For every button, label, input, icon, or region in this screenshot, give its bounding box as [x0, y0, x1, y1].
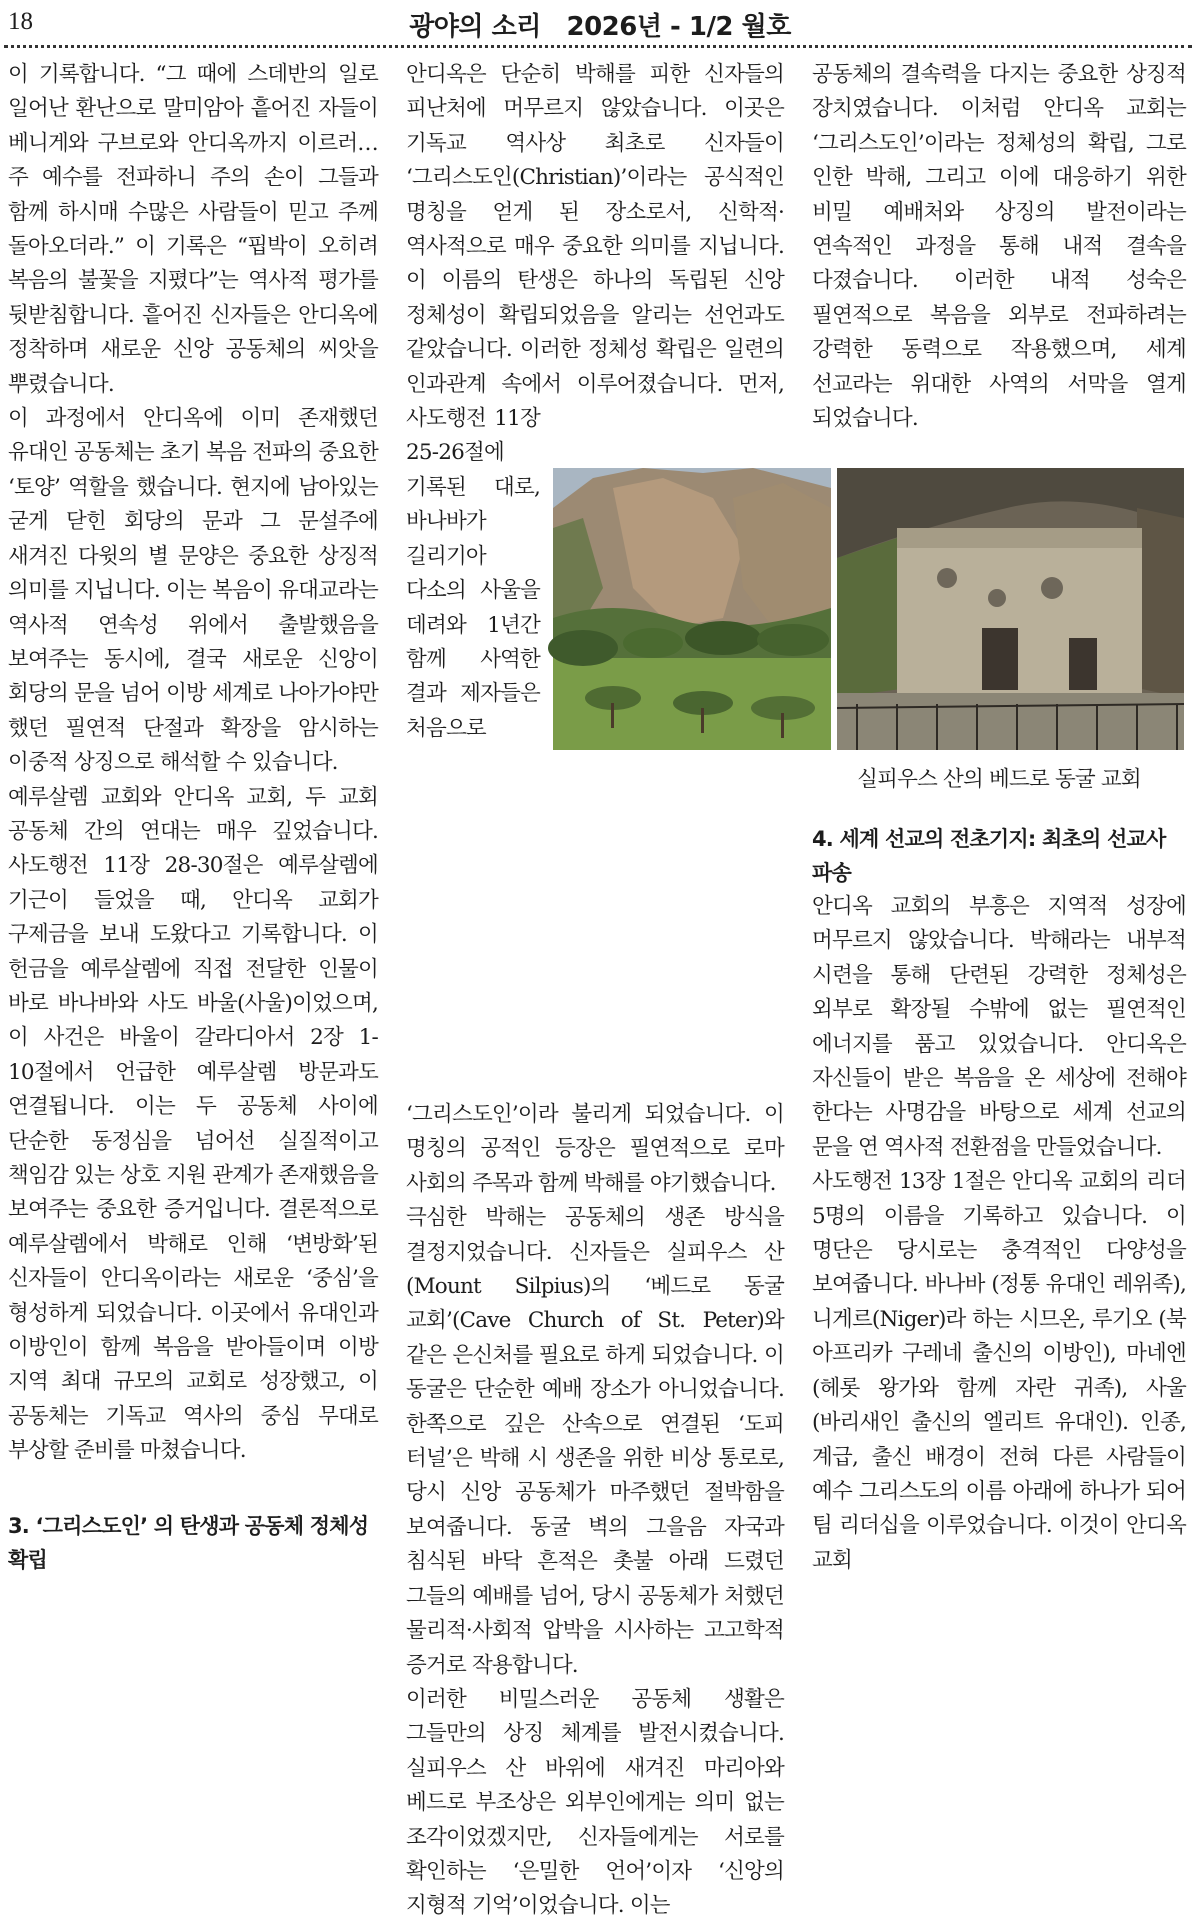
paragraph: 이 과정에서 안디옥에 이미 존재했던 유대인 공동체는 초기 복음 전파의 중요한 ‘토양’ 역할을 했습니다. 현지에 남아있는 굳게 닫힌 회당의 문과 그 문설주에 새겨진 다윗의 별 문양은 중요한 상징적 의미를 지닙니다. 이는 복음이 유대교라는 역사적 연속성 위에서 출발했음을 보여주는 동시에, 결국 새로운 신앙이 회당의 문을 넘어 이방 세계로 나아가야만 했던 필연적 단절과 확장을 암시하는 이중적 상징으로 해석할 수 있습니다. [8, 406, 378, 776]
photo-spacer [544, 802, 784, 1094]
newsletter-title: 광야의 소리 2026년 - 1/2 월호 [409, 12, 791, 42]
paragraph: 이러한 비밀스러운 공동체 생활은 그들만의 상징 체계를 발전시켰습니다. 실피우스 산 바위에 새겨진 마리아와 베드로 부조상은 외부인에게는 의미 없는 조각이었겠지만, 신자들에게는 서로를 확인하는 ‘은밀한 언어’이자 ‘신앙의 지형적 기억’이었습니다. 이는 [406, 1686, 784, 1919]
section-3-heading: 3. ‘그리스도인’ 의 탄생과 공동체 정체성 확립 [8, 1513, 369, 1572]
section-4-heading: 4. 세계 선교의 전초기지: 최초의 선교사 파송 [812, 827, 1166, 885]
mountain-photo [553, 468, 831, 750]
paragraph: 예루살렘 교회와 안디옥 교회, 두 교회 공동체 간의 연대는 매우 깊었습니다. 사도행전 11장 28-30절은 예루살렘에 기근이 들었을 때, 안디옥 교회가 구제금을 보내 도왔다고 기록합니다. 이 헌금을 예루살렘에 직접 전달한 인물이 바로 바나바와 사도 바울(사울)이었으며, 이 사건은 바울이 갈라디아서 2장 1-10절에서 언급한 예루살렘 방문과도 연결됩니다. 이는 두 공동체 사이에 단순한 동정심을 넘어선 실질적이고 책임감 있는 상호 지원 관계가 존재했음을 보여주는 중요한 증거입니다. 결론적으로 예루살렘에서 박해로 인해 ‘변방화’된 신자들이 안디옥이라는 새로운 ‘중심’을 형성하게 되었습니다. 이곳에서 유대인과 이방인이 함께 복음을 받아들이며 이방 지역 최대 규모의 교회로 성장했고, 이 공동체는 기독교 역사의 중심 무대로 부상할 준비를 마쳤습니다. [8, 784, 378, 1464]
paragraph-text: 안디옥은 단순히 박해를 피한 신자들의 피난처에 머무르지 않았습니다. 이곳은 기독교 역사상 최초로 신자들이 ‘그리스도인(Christian)’이라는 공식적인 명칭을 얻게 된 장소로서, 신학적·역사적으로 매우 중요한 의미를 지닙니다. 이 이름의 탄생은 하나의 독립된 신앙 정체성이 확립되었음을 알리는 선언과도 같았습니다. 이러한 정체성 확립은 일련의 인과관계 속에서 이루어졌습니다. 먼저, 사도행전 11장 25-26절에 기록된 대로, 바나바가 길리기아 다소의 사울을 데려와 1년간 함께 사역한 결과 제자들은 처음으로 ‘그리스도인’이라 불리게 되었습니다. 이 명칭의 공적인 등장은 필연적으로 로마 사회의 주목과 함께 박해를 야기했습니다. [406, 62, 784, 1196]
header-dotted-rule [4, 45, 1192, 48]
paragraph: 사도행전 13장 1절은 안디옥 교회의 리더 5명의 이름을 기록하고 있습니다. 이 명단은 당시로는 충격적인 다양성을 보여줍니다. 바나바 (정통 유대인 레위족), 니게르(Niger)라 하는 시므온, 루기오 (북 아프리카 구레네 출신의 이방인), 마네엔 (헤롯 왕가와 함께 자란 귀족), 사울 (바리새인 출신의 엘리트 유대인). 인종, 계급, 출신 배경이 전혀 다른 사람들이 예수 그리스도의 이름 아래에 하나가 되어 팀 리더십을 이루었습니다. 이것이 안디옥 교회 [812, 1169, 1186, 1573]
photo-caption: 실피우스 산의 베드로 동굴 교회 [857, 767, 1141, 792]
text-column-3-bottom [812, 822, 1186, 1624]
cave-church-image [837, 468, 1184, 750]
page-number: 18 [8, 8, 33, 35]
text-column-2 [406, 58, 784, 1919]
page-header [0, 0, 1200, 52]
paragraph: 이 기록합니다. “그 때에 스데반의 일로 일어난 환난으로 말미암아 흩어진 자들이 베니게와 구브로와 안디옥까지 이르러…주 예수를 전파하니 주의 손이 그들과 함께 하시매 수많은 사람들이 믿고 주께 돌아오더라.” 이 기록은 “핍박이 오히려 복음의 불꽃을 지폈다”는 역사적 평가를 뒷받침합니다. 흩어진 신자들은 안디옥에 정착하며 새로운 신앙 공동체의 씨앗을 뿌렸습니다. [8, 62, 378, 397]
cave-church-photo [837, 468, 1184, 750]
mountain-landscape-image [553, 468, 831, 750]
paragraph: 안디옥 교회의 부흥은 지역적 성장에 머무르지 않았습니다. 박해라는 내부적 시련을 통해 단련된 강력한 정체성은 외부로 확장될 수밖에 없는 필연적인 에너지를 품고 있었습니다. 안디옥은 자신들이 받은 복음을 온 세상에 전해야 한다는 사명감을 바탕으로 세계 선교의 문을 연 역사적 전환점을 만들었습니다. [812, 894, 1186, 1160]
paragraph: 극심한 박해는 공동체의 생존 방식을 결정지었습니다. 신자들은 실피우스 산(Mount Silpius)의 ‘베드로 동굴 교회’(Cave Church of St. Peter)와 같은 은신처를 필요로 하게 되었습니다. 이 동굴은 단순한 예배 장소가 아니었습니다. 한쪽으로 깊은 산속으로 연결된 ‘도피 터널’은 박해 시 생존을 위한 비상 통로로, 당시 신앙 공동체가 마주했던 절박함을 보여줍니다. 동굴 벽의 그을음 자국과 침식된 바닥 흔적은 촛불 아래 드렸던 그들의 예배를 넘어, 당시 공동체가 처했던 물리적·사회적 압박을 시사하는 고고학적 증거로 작용합니다. [406, 1205, 784, 1678]
paragraph: 공동체의 결속력을 다지는 중요한 상징적 장치였습니다. 이처럼 안디옥 교회는 ‘그리스도인’이라는 정체성의 확립, 그로 인한 박해, 그리고 이에 대응하기 위한 비밀 예배처와 상징의 발전이라는 연속적인 과정을 통해 내적 결속을 다졌습니다. 이러한 내적 성숙은 필연적으로 복음을 외부로 전파하려는 강력한 동력으로 작용했으며, 세계 선교라는 위대한 사역의 서막을 열게 되었습니다. [812, 62, 1186, 432]
text-column-1 [8, 58, 378, 1624]
text-column-3-top [812, 58, 1186, 438]
